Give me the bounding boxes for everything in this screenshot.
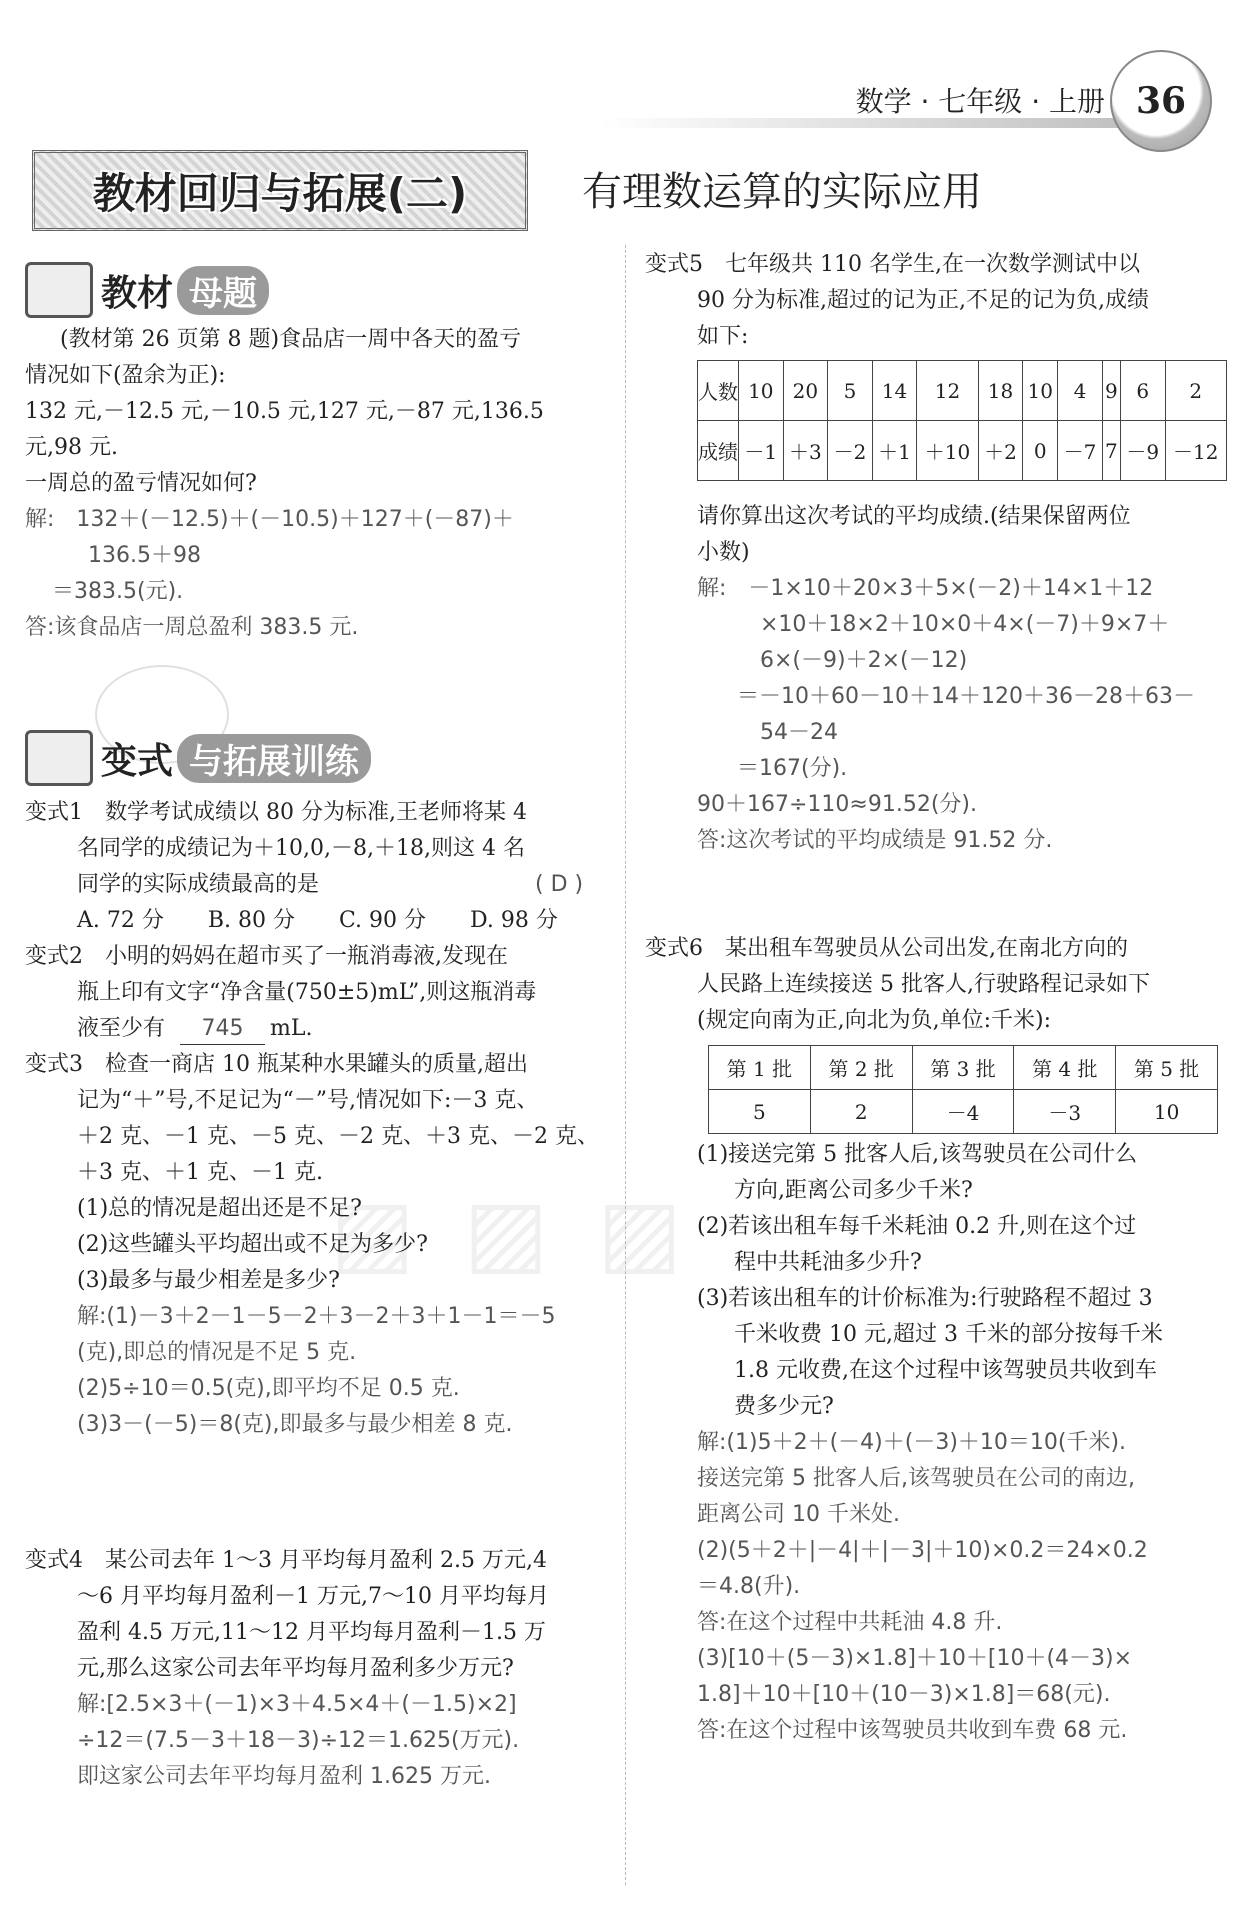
v6-value: －3 [1014, 1090, 1116, 1134]
v6-l1: 变式6 某出租车驾驶员从公司出发,在南北方向的 [645, 936, 1128, 961]
v6-q3d: 费多少元? [734, 1394, 834, 1419]
v6-table-header-row [709, 1046, 1218, 1090]
mother-s3: ＝383.5(元). [52, 579, 184, 604]
section-mother-main: 教材 [101, 272, 174, 314]
v5-s7: 90＋167÷110≈91.52(分). [697, 792, 977, 817]
column-divider [625, 245, 626, 1885]
section-mother-header [25, 262, 269, 318]
v5-cell: 0 [1023, 421, 1058, 481]
v4-l2: ～6 月平均每月盈利－1 万元,7～10 月平均每月 [77, 1584, 549, 1609]
v5-table-row-count [698, 361, 1227, 421]
v5-q1: 请你算出这次考试的平均成绩.(结果保留两位 [697, 504, 1131, 529]
v1-options: A. 72 分 B. 80 分 C. 90 分 D. 98 分 [77, 908, 558, 933]
v2-l1: 变式2 小明的妈妈在超市买了一瓶消毒液,发现在 [25, 944, 508, 969]
v3-q2: (2)这些罐头平均超出或不足为多少? [77, 1232, 428, 1257]
v5-cell: 14 [872, 361, 917, 421]
book-title: 数学 · 七年级 · 上册 [855, 85, 1105, 118]
v3-l4: ＋3 克、＋1 克、－1 克. [77, 1160, 323, 1185]
v3-l1: 变式3 检查一商店 10 瓶某种水果罐头的质量,超出 [25, 1052, 528, 1077]
v5-cell: 4 [1058, 361, 1103, 421]
v5-cell: －7 [1058, 421, 1103, 481]
v1-answer: ( D ) [535, 872, 584, 897]
v6-s6: 答:在这个过程中共耗油 4.8 升. [697, 1610, 1003, 1635]
v6-q2a: (2)若该出租车每千米耗油 0.2 升,则在这个过 [697, 1214, 1137, 1239]
v5-q2: 小数) [697, 540, 750, 565]
mother-q2: 情况如下(盈余为正): [25, 363, 226, 388]
v5-cell: ＋2 [978, 421, 1023, 481]
v3-l2: 记为“＋”号,不足记为“－”号,情况如下:－3 克、 [77, 1088, 539, 1113]
v2-l2: 瓶上印有文字“净含量(750±5)mL”,则这瓶消毒 [77, 980, 537, 1005]
v4-l1: 变式4 某公司去年 1～3 月平均每月盈利 2.5 万元,4 [25, 1548, 547, 1573]
v3-q3: (3)最多与最少相差是多少? [77, 1268, 340, 1293]
v6-header: 第 2 批 [810, 1046, 912, 1090]
v5-s1: 解: －1×10＋20×3＋5×(－2)＋14×1＋12 [697, 576, 1154, 601]
notebook-pencil-icon [25, 730, 93, 786]
lightbulb-board-icon [25, 262, 93, 318]
watermark: ▨ ▨ ▨ [330, 1180, 693, 1285]
v5-cell: 6 [1120, 361, 1165, 421]
v4-s3: 即这家公司去年平均每月盈利 1.625 万元. [77, 1764, 491, 1789]
v6-q2b: 程中共耗油多少升? [734, 1250, 922, 1275]
v1-l2: 名同学的成绩记为＋10,0,－8,＋18,则这 4 名 [77, 836, 525, 861]
v5-cell: 18 [978, 361, 1023, 421]
v4-l4: 元,那么这家公司去年平均每月盈利多少万元? [77, 1656, 514, 1681]
v5-cell: 20 [783, 361, 828, 421]
v5-s4: ＝－10＋60－10＋14＋120＋36－28＋63－ [737, 684, 1195, 709]
v6-q3a: (3)若该出租车的计价标准为:行驶路程不超过 3 [697, 1286, 1153, 1311]
chapter-title: 教材回归与拓展(二) [92, 168, 468, 218]
mother-q1: (教材第 26 页第 8 题)食品店一周中各天的盈亏 [60, 327, 522, 352]
v6-value: －4 [912, 1090, 1014, 1134]
v2-l3a: 液至少有 [77, 1016, 166, 1041]
v5-cell: 2 [1165, 361, 1226, 421]
v6-header: 第 5 批 [1116, 1046, 1218, 1090]
v6-s1: 解:(1)5＋2＋(－4)＋(－3)＋10＝10(千米). [697, 1430, 1127, 1455]
v6-distance-table [708, 1045, 1218, 1134]
v4-s1: 解:[2.5×3＋(－1)×3＋4.5×4＋(－1.5)×2] [77, 1692, 517, 1717]
v6-q3b: 千米收费 10 元,超过 3 千米的部分按每千米 [734, 1322, 1163, 1347]
v5-cell: 10 [1023, 361, 1058, 421]
section-variant-sub: 与拓展训练 [177, 734, 371, 783]
v3-s2: (克),即总的情况是不足 5 克. [77, 1340, 357, 1365]
v5-table-row-score [698, 421, 1227, 481]
v5-cell: －2 [828, 421, 873, 481]
mother-s2: 136.5＋98 [88, 543, 201, 568]
v6-l2: 人民路上连续接送 5 批客人,行驶路程记录如下 [697, 972, 1150, 997]
v6-q1a: (1)接送完第 5 批客人后,该驾驶员在公司什么 [697, 1142, 1138, 1167]
v1-l3: 同学的实际成绩最高的是 [77, 872, 320, 897]
v5-l1: 变式5 七年级共 110 名学生,在一次数学测试中以 [645, 252, 1140, 277]
section-mother-sub: 母题 [177, 266, 269, 315]
v6-value: 5 [709, 1090, 811, 1134]
page-number-badge [1110, 50, 1212, 152]
v5-s5: 54－24 [760, 720, 838, 745]
v5-l3: 如下: [697, 324, 749, 349]
mother-q3: 132 元,－12.5 元,－10.5 元,127 元,－87 元,136.5 [25, 399, 544, 424]
v4-s2: ÷12＝(7.5－3＋18－3)÷12＝1.625(万元). [77, 1728, 520, 1753]
v6-l3: (规定向南为正,向北为负,单位:千米): [697, 1008, 1051, 1033]
v3-s4: (3)3－(－5)＝8(克),即最多与最少相差 8 克. [77, 1412, 513, 1437]
v5-row1-label: 人数 [698, 361, 739, 421]
v6-value: 10 [1116, 1090, 1218, 1134]
v3-q1: (1)总的情况是超出还是不足? [77, 1196, 362, 1221]
v6-header: 第 4 批 [1014, 1046, 1116, 1090]
mother-s1: 解: 132＋(－12.5)＋(－10.5)＋127＋(－87)＋ [25, 507, 514, 532]
v5-cell: 10 [739, 361, 784, 421]
section-variant-main: 变式 [101, 740, 174, 782]
v6-s3: 距离公司 10 千米处. [697, 1502, 900, 1527]
v5-cell: 9 [1102, 361, 1120, 421]
v5-cell: 12 [917, 361, 978, 421]
page-number: 36 [1135, 80, 1187, 122]
mother-q4: 元,98 元. [25, 435, 118, 460]
v5-s2: ×10＋18×2＋10×0＋4×(－7)＋9×7＋ [760, 612, 1170, 637]
mother-s4: 答:该食品店一周总盈利 383.5 元. [25, 615, 359, 640]
v2-l3b: mL. [270, 1016, 313, 1041]
v3-l3: ＋2 克、－1 克、－5 克、－2 克、＋3 克、－2 克、 [77, 1124, 599, 1149]
chapter-title-box [32, 150, 528, 231]
section-variant-header [25, 730, 371, 786]
v5-cell: －1 [739, 421, 784, 481]
v5-score-table [697, 360, 1227, 481]
v6-s2: 接送完第 5 批客人后,该驾驶员在公司的南边, [697, 1466, 1135, 1491]
v4-l3: 盈利 4.5 万元,11～12 月平均每月盈利－1.5 万 [77, 1620, 546, 1645]
v5-row2-label: 成绩 [698, 421, 739, 481]
v6-s5: ＝4.8(升). [697, 1574, 801, 1599]
v5-s3: 6×(－9)＋2×(－12) [760, 648, 968, 673]
v6-q1b: 方向,距离公司多少千米? [734, 1178, 973, 1203]
v3-s3: (2)5÷10＝0.5(克),即平均不足 0.5 克. [77, 1376, 460, 1401]
v5-cell: ＋1 [872, 421, 917, 481]
v6-header: 第 3 批 [912, 1046, 1014, 1090]
v2-fill-blank: 745 [180, 1014, 265, 1045]
v1-l1: 变式1 数学考试成绩以 80 分为标准,王老师将某 4 [25, 800, 527, 825]
mother-q5: 一周总的盈亏情况如何? [25, 471, 257, 496]
v6-s4: (2)(5＋2＋|－4|＋|－3|＋10)×0.2＝24×0.2 [697, 1538, 1148, 1563]
v5-cell: －9 [1120, 421, 1165, 481]
v5-s6: ＝167(分). [737, 756, 848, 781]
v6-s7: (3)[10＋(5－3)×1.8]＋10＋[10＋(4－3)× [697, 1646, 1133, 1671]
v6-table-value-row [709, 1090, 1218, 1134]
v6-header: 第 1 批 [709, 1046, 811, 1090]
chapter-subtitle: 有理数运算的实际应用 [582, 169, 982, 215]
v5-s8: 答:这次考试的平均成绩是 91.52 分. [697, 828, 1053, 853]
v3-s1: 解:(1)－3＋2－1－5－2＋3－2＋3＋1－1＝－5 [77, 1304, 556, 1329]
v6-q3c: 1.8 元收费,在这个过程中该驾驶员共收到车 [734, 1358, 1157, 1383]
v6-s9: 答:在这个过程中该驾驶员共收到车费 68 元. [697, 1718, 1128, 1743]
v6-value: 2 [810, 1090, 912, 1134]
v5-cell: －12 [1165, 421, 1226, 481]
v5-cell: 5 [828, 361, 873, 421]
v5-cell: ＋3 [783, 421, 828, 481]
v5-cell: ＋10 [917, 421, 978, 481]
v5-cell: 7 [1102, 421, 1120, 481]
v6-s8: 1.8]＋10＋[10＋(10－3)×1.8]＝68(元). [697, 1682, 1111, 1707]
v5-l2: 90 分为标准,超过的记为正,不足的记为负,成绩 [697, 288, 1149, 313]
